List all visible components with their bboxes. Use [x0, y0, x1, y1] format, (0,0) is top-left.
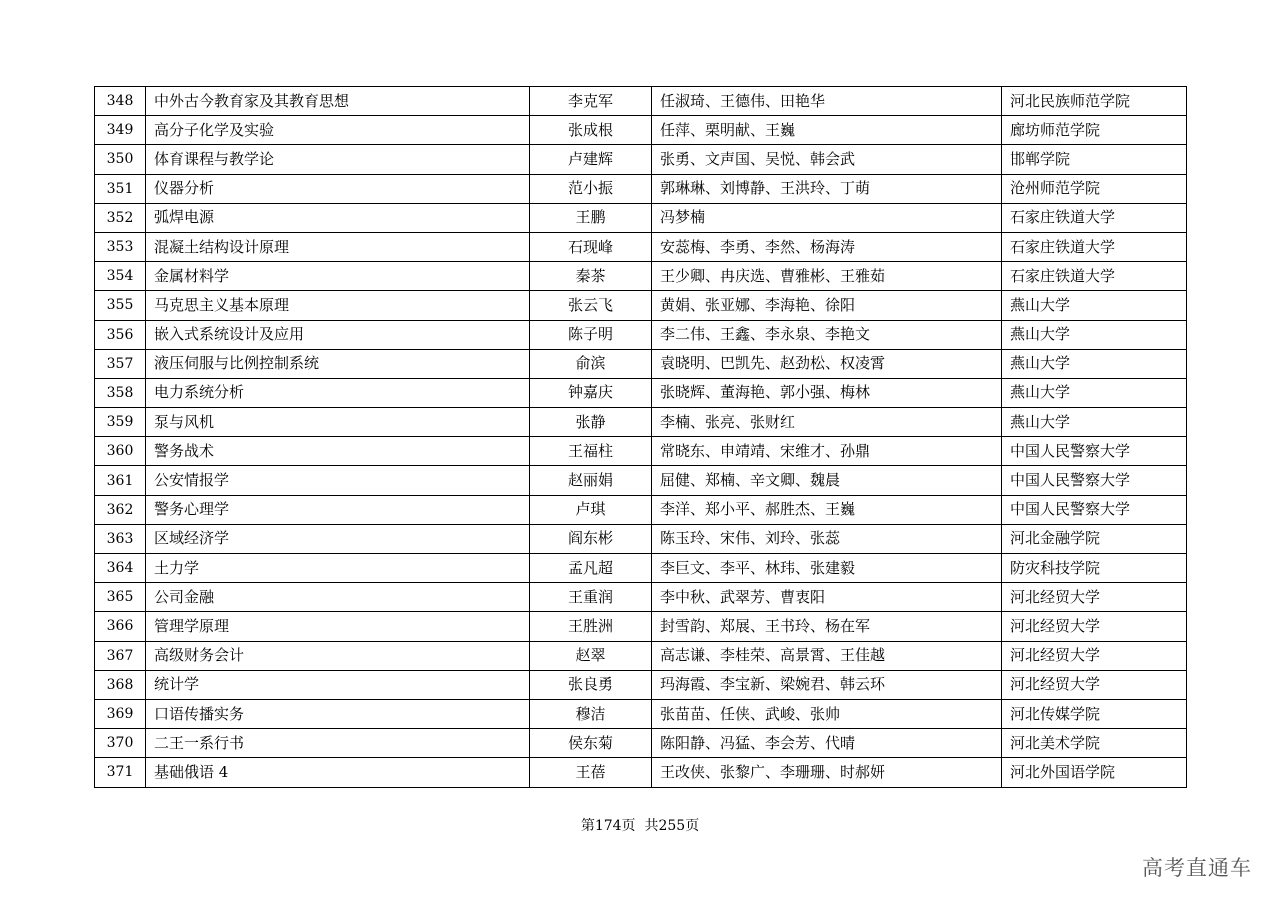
page-current: 174 [594, 818, 622, 834]
table-row [95, 554, 1187, 583]
team-members: 玛海霞、李宝新、梁婉君、韩云环 [652, 670, 1002, 699]
course-lead: 张云飞 [530, 291, 652, 320]
page-suffix: 页 [685, 818, 700, 834]
course-lead: 王重润 [530, 583, 652, 612]
school-name: 河北民族师范学院 [1002, 87, 1187, 116]
table-row [95, 729, 1187, 758]
team-members: 高志谦、李桂荣、高景霄、王佳越 [652, 641, 1002, 670]
course-lead: 阎东彬 [530, 524, 652, 553]
row-number: 354 [95, 262, 146, 291]
course-lead: 孟凡超 [530, 554, 652, 583]
team-members: 封雪韵、郑展、王书玲、杨在军 [652, 612, 1002, 641]
team-members: 李楠、张亮、张财红 [652, 408, 1002, 437]
course-lead: 李克军 [530, 87, 652, 116]
table-row [95, 408, 1187, 437]
team-members: 任萍、栗明献、王巍 [652, 116, 1002, 145]
course-name: 金属材料学 [146, 262, 530, 291]
page-total: 255 [658, 818, 686, 834]
school-name: 邯郸学院 [1002, 145, 1187, 174]
team-members: 张勇、文声国、吴悦、韩会武 [652, 145, 1002, 174]
team-members: 常晓东、申靖靖、宋维才、孙鼎 [652, 437, 1002, 466]
table-row [95, 437, 1187, 466]
row-number: 363 [95, 524, 146, 553]
course-name: 泵与风机 [146, 408, 530, 437]
course-name: 中外古今教育家及其教育思想 [146, 87, 530, 116]
course-name: 液压伺服与比例控制系统 [146, 349, 530, 378]
table-row [95, 320, 1187, 349]
course-name: 区域经济学 [146, 524, 530, 553]
table-row [95, 378, 1187, 407]
team-members: 陈阳静、冯猛、李会芳、代晴 [652, 729, 1002, 758]
row-number: 359 [95, 408, 146, 437]
course-name: 体育课程与教学论 [146, 145, 530, 174]
table-row [95, 758, 1187, 787]
school-name: 沧州师范学院 [1002, 174, 1187, 203]
course-lead: 钟嘉庆 [530, 378, 652, 407]
team-members: 李巨文、李平、林玮、张建毅 [652, 554, 1002, 583]
table-row [95, 145, 1187, 174]
course-lead: 张成根 [530, 116, 652, 145]
school-name: 河北经贸大学 [1002, 583, 1187, 612]
team-members: 张晓辉、董海艳、郭小强、梅林 [652, 378, 1002, 407]
table-row [95, 612, 1187, 641]
course-lead: 王胜洲 [530, 612, 652, 641]
course-lead: 穆洁 [530, 699, 652, 728]
school-name: 防灾科技学院 [1002, 554, 1187, 583]
team-members: 安蕊梅、李勇、李然、杨海涛 [652, 232, 1002, 261]
row-number: 368 [95, 670, 146, 699]
course-name: 混凝土结构设计原理 [146, 232, 530, 261]
row-number: 348 [95, 87, 146, 116]
school-name: 燕山大学 [1002, 291, 1187, 320]
course-table-body [95, 87, 1187, 788]
school-name: 河北经贸大学 [1002, 641, 1187, 670]
course-lead: 王鹏 [530, 203, 652, 232]
course-lead: 秦茶 [530, 262, 652, 291]
course-name: 高分子化学及实验 [146, 116, 530, 145]
course-lead: 卢琪 [530, 495, 652, 524]
course-name: 仪器分析 [146, 174, 530, 203]
team-members: 李二伟、王鑫、李永泉、李艳文 [652, 320, 1002, 349]
school-name: 石家庄铁道大学 [1002, 232, 1187, 261]
course-lead: 陈子明 [530, 320, 652, 349]
team-members: 张苗苗、任侠、武峻、张帅 [652, 699, 1002, 728]
row-number: 357 [95, 349, 146, 378]
school-name: 燕山大学 [1002, 349, 1187, 378]
school-name: 河北金融学院 [1002, 524, 1187, 553]
team-members: 李洋、郑小平、郝胜杰、王巍 [652, 495, 1002, 524]
course-name: 公安情报学 [146, 466, 530, 495]
course-name: 高级财务会计 [146, 641, 530, 670]
course-name: 口语传播实务 [146, 699, 530, 728]
course-lead: 张良勇 [530, 670, 652, 699]
table-row [95, 291, 1187, 320]
course-lead: 王福柱 [530, 437, 652, 466]
table-row [95, 670, 1187, 699]
row-number: 353 [95, 232, 146, 261]
page-mid: 页 共 [621, 818, 659, 834]
team-members: 王少卿、冉庆选、曹雅彬、王雅茹 [652, 262, 1002, 291]
team-members: 袁晓明、巴凯先、赵劲松、权凌霄 [652, 349, 1002, 378]
course-name: 二王一系行书 [146, 729, 530, 758]
row-number: 351 [95, 174, 146, 203]
table-row [95, 116, 1187, 145]
table-row [95, 524, 1187, 553]
row-number: 361 [95, 466, 146, 495]
course-name: 警务战术 [146, 437, 530, 466]
school-name: 中国人民警察大学 [1002, 437, 1187, 466]
table-row [95, 174, 1187, 203]
team-members: 屈健、郑楠、辛文卿、魏晨 [652, 466, 1002, 495]
school-name: 石家庄铁道大学 [1002, 203, 1187, 232]
row-number: 365 [95, 583, 146, 612]
row-number: 367 [95, 641, 146, 670]
row-number: 358 [95, 378, 146, 407]
team-members: 李中秋、武翠芳、曹衷阳 [652, 583, 1002, 612]
row-number: 349 [95, 116, 146, 145]
row-number: 364 [95, 554, 146, 583]
page-footer [0, 815, 1280, 835]
table-row [95, 349, 1187, 378]
row-number: 371 [95, 758, 146, 787]
row-number: 360 [95, 437, 146, 466]
row-number: 355 [95, 291, 146, 320]
team-members: 郭琳琳、刘博静、王洪玲、丁萌 [652, 174, 1002, 203]
table-row [95, 583, 1187, 612]
school-name: 河北外国语学院 [1002, 758, 1187, 787]
team-members: 陈玉玲、宋伟、刘玲、张蕊 [652, 524, 1002, 553]
course-lead: 石现峰 [530, 232, 652, 261]
table-row [95, 495, 1187, 524]
course-lead: 张静 [530, 408, 652, 437]
row-number: 352 [95, 203, 146, 232]
course-lead: 王蓓 [530, 758, 652, 787]
school-name: 廊坊师范学院 [1002, 116, 1187, 145]
row-number: 350 [95, 145, 146, 174]
table-row [95, 232, 1187, 261]
school-name: 中国人民警察大学 [1002, 495, 1187, 524]
row-number: 369 [95, 699, 146, 728]
school-name: 石家庄铁道大学 [1002, 262, 1187, 291]
course-lead: 范小振 [530, 174, 652, 203]
course-lead: 侯东菊 [530, 729, 652, 758]
school-name: 河北传媒学院 [1002, 699, 1187, 728]
course-name: 弧焊电源 [146, 203, 530, 232]
team-members: 王改侠、张黎广、李珊珊、时郝妍 [652, 758, 1002, 787]
team-members: 任淑琦、王德伟、田艳华 [652, 87, 1002, 116]
school-name: 燕山大学 [1002, 378, 1187, 407]
row-number: 356 [95, 320, 146, 349]
school-name: 燕山大学 [1002, 320, 1187, 349]
school-name: 河北经贸大学 [1002, 612, 1187, 641]
table-row [95, 262, 1187, 291]
course-name: 土力学 [146, 554, 530, 583]
course-name: 警务心理学 [146, 495, 530, 524]
school-name: 中国人民警察大学 [1002, 466, 1187, 495]
team-members: 冯梦楠 [652, 203, 1002, 232]
course-table [94, 86, 1187, 788]
course-lead: 卢建辉 [530, 145, 652, 174]
row-number: 366 [95, 612, 146, 641]
course-lead: 赵翠 [530, 641, 652, 670]
row-number: 370 [95, 729, 146, 758]
table-row [95, 466, 1187, 495]
course-lead: 赵丽娟 [530, 466, 652, 495]
team-members: 黄娟、张亚娜、李海艳、徐阳 [652, 291, 1002, 320]
course-name: 基础俄语 4 [146, 758, 530, 787]
course-name: 公司金融 [146, 583, 530, 612]
table-row [95, 641, 1187, 670]
watermark: 高考直通车 [1142, 856, 1252, 880]
row-number: 362 [95, 495, 146, 524]
course-name: 电力系统分析 [146, 378, 530, 407]
school-name: 河北经贸大学 [1002, 670, 1187, 699]
school-name: 燕山大学 [1002, 408, 1187, 437]
course-lead: 俞滨 [530, 349, 652, 378]
table-row [95, 699, 1187, 728]
course-name: 嵌入式系统设计及应用 [146, 320, 530, 349]
table-row [95, 87, 1187, 116]
school-name: 河北美术学院 [1002, 729, 1187, 758]
course-name: 管理学原理 [146, 612, 530, 641]
page-prefix: 第 [580, 818, 595, 834]
course-name: 统计学 [146, 670, 530, 699]
course-name: 马克思主义基本原理 [146, 291, 530, 320]
table-row [95, 203, 1187, 232]
